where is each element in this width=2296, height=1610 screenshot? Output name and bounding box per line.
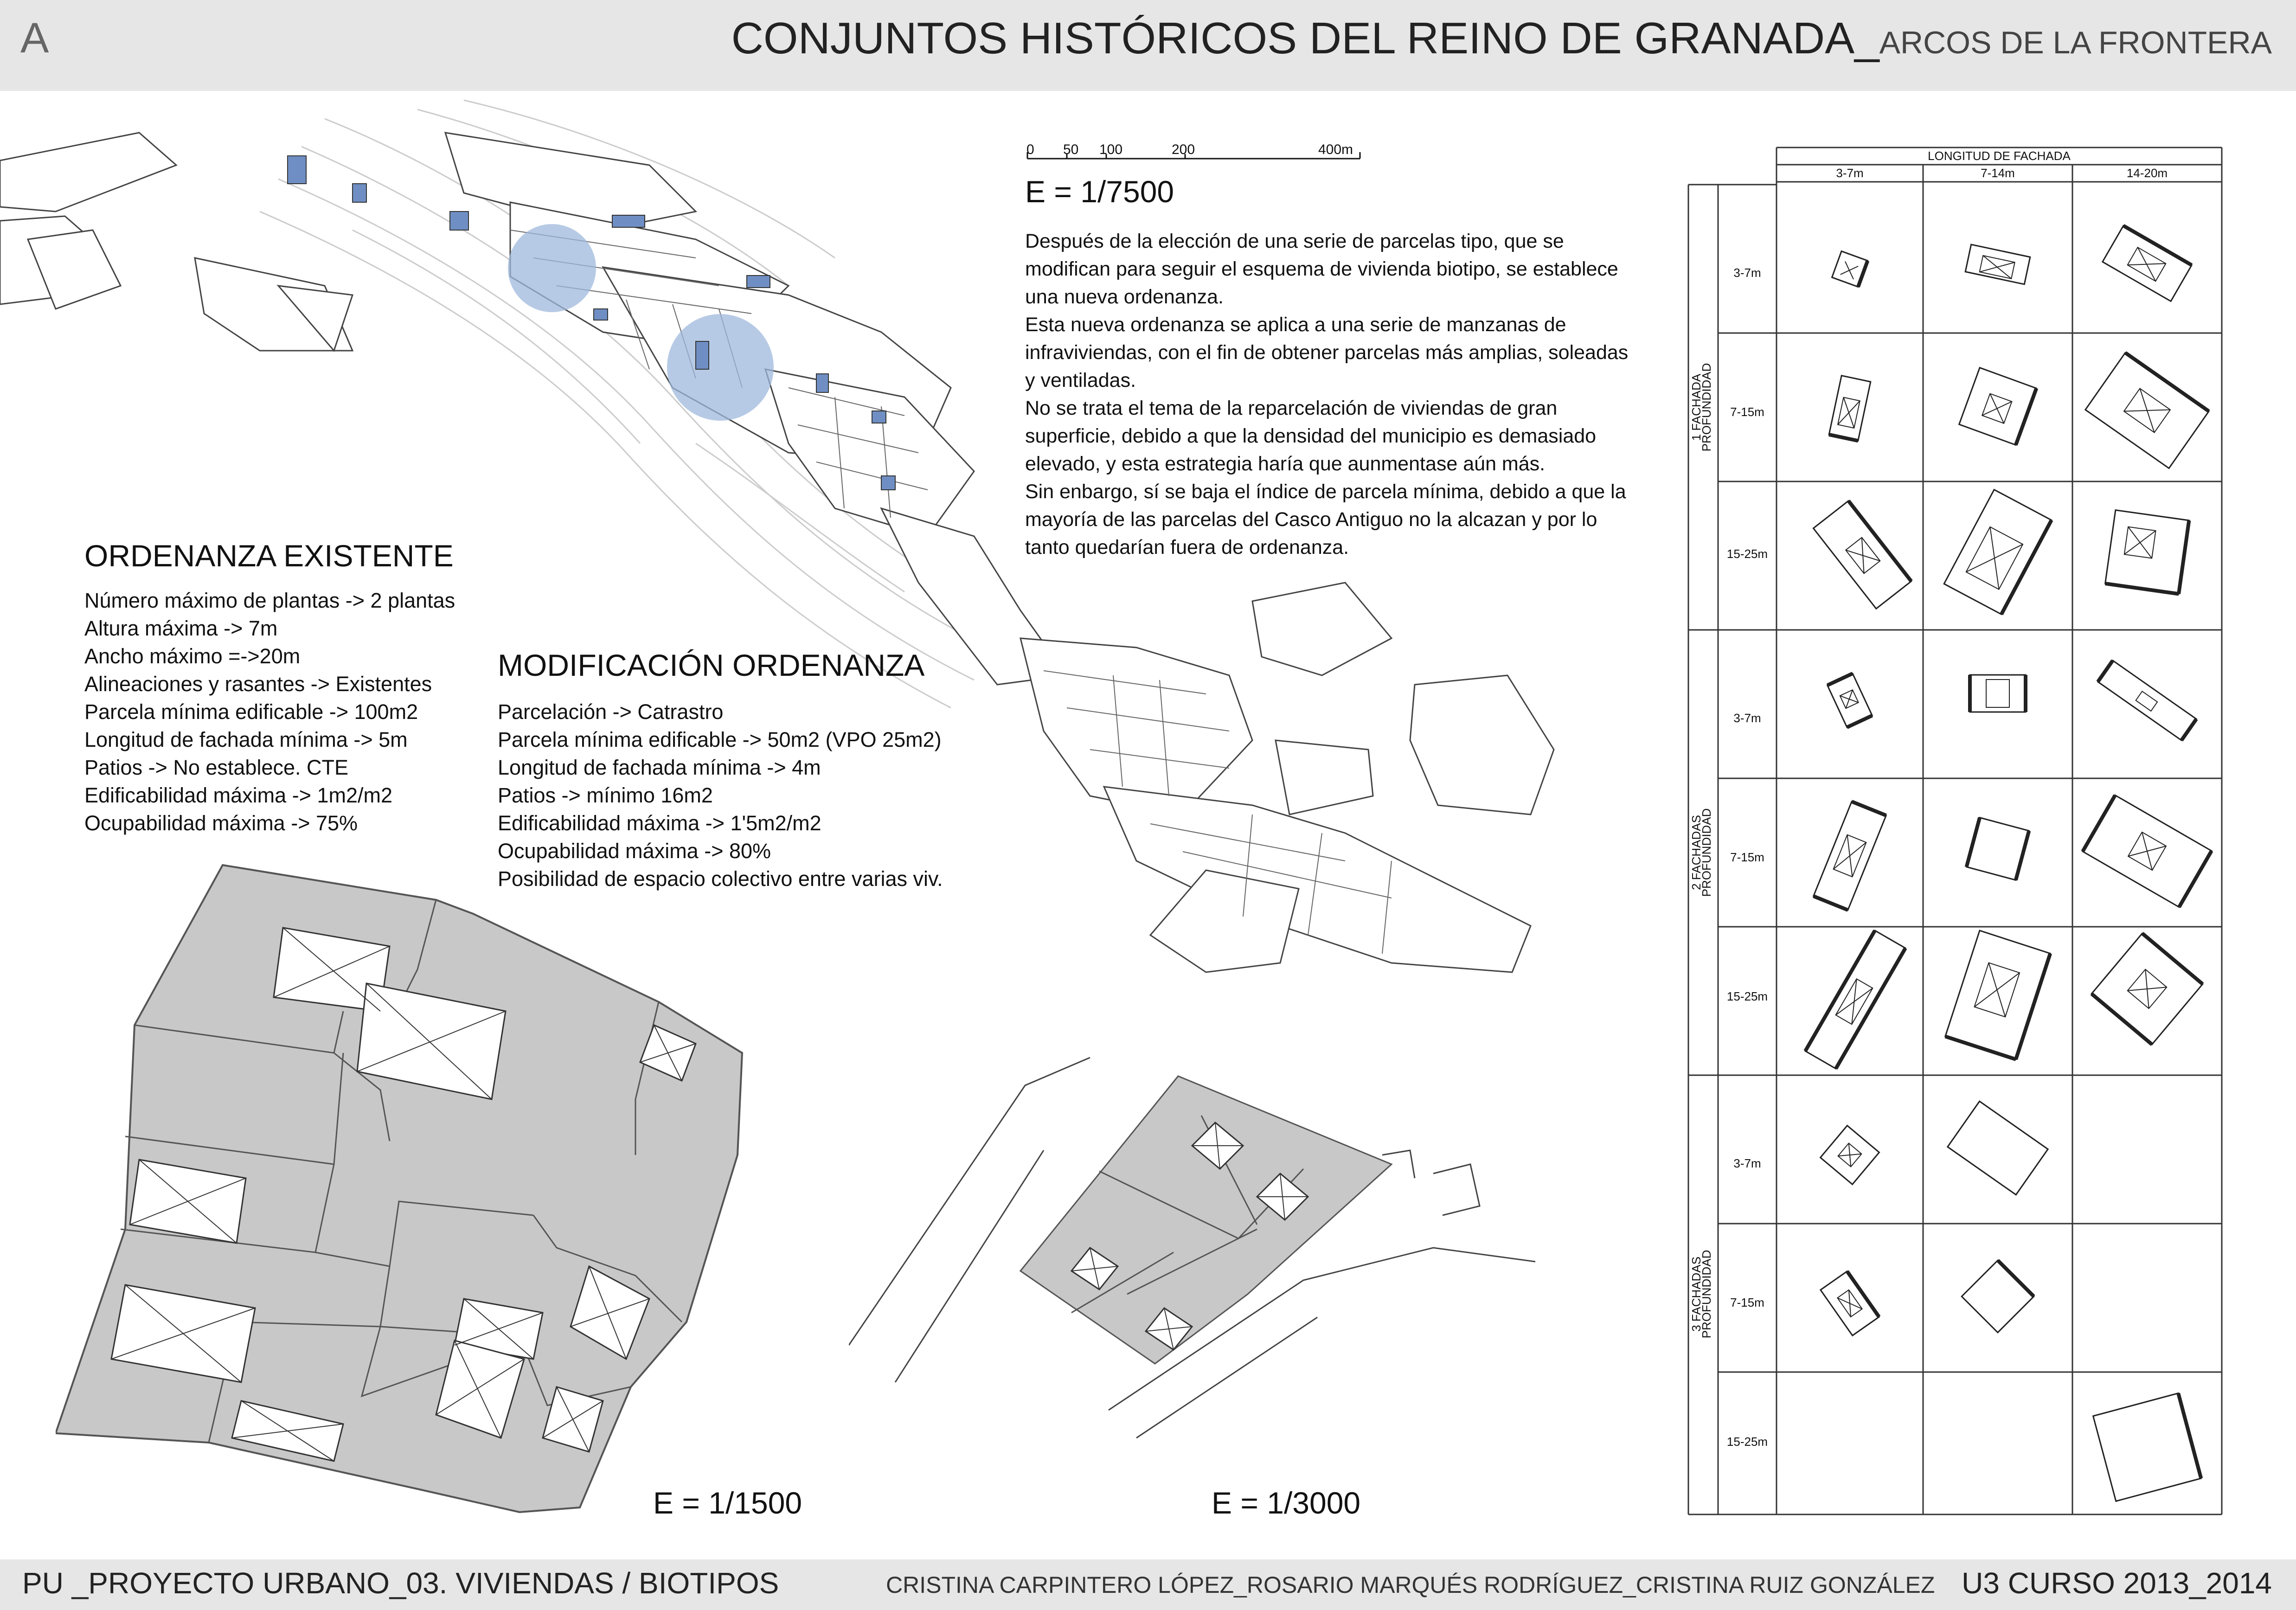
- scale-label-400: 400m: [1318, 142, 1353, 157]
- ordinance-item: Número máximo de plantas -> 2 plantas: [84, 589, 455, 612]
- description-text: [1025, 227, 1642, 561]
- description-paragraph: No se trata el tema de la reparcelación de viviendas de gran superficie, debido a que la densidad del municipio es demasiado elevado, y esta estrategia haría que aunmentase aún más.: [1025, 397, 1597, 475]
- modified-ordinance-title: MODIFICACIÓN ORDENANZA: [498, 648, 925, 682]
- plan-1500: [56, 858, 779, 1517]
- ordinance-item: Edificabilidad máxima -> 1m2/m2: [84, 783, 393, 807]
- ordinance-item: Ancho máximo =->20m: [84, 644, 301, 668]
- description-paragraph: Sin enbargo, sí se baja el índice de parcela mínima, debido a que la mayoría de las parcelas del Casco Antiguo no la alcazan y por lo tanto quedarían fuera de ordenanza.: [1025, 481, 1626, 558]
- ordinance-item: Ocupabilidad máxima -> 75%: [84, 811, 358, 835]
- depth-label-2: PROFUNDIDAD: [1700, 808, 1713, 897]
- footer-authors: CRISTINA CARPINTERO LÓPEZ_ROSARIO MARQUÉS RODRÍGUEZ_CRISTINA RUIZ GONZÁLEZ: [886, 1572, 1935, 1598]
- ordinance-item: Patios -> mínimo 16m2: [498, 783, 713, 807]
- ordinance-item: Parcelación -> Catrastro: [498, 700, 724, 724]
- depth-label-3: PROFUNDIDAD: [1700, 1250, 1713, 1339]
- scale-label-200: 200: [1172, 142, 1195, 157]
- description-paragraph: Después de la elección de una serie de parcelas tipo, que se modifican para seguir el esquema de vivienda biotipo, se establece una nueva ordenanza.: [1025, 230, 1618, 308]
- scale-label-100: 100: [1099, 142, 1123, 157]
- group-label-2: 2 FACHADAS: [1689, 815, 1703, 890]
- row-label: 3-7m: [1733, 266, 1761, 280]
- scale-label-0: 0: [1026, 142, 1034, 157]
- footer-year: U3 CURSO 2013_2014: [1962, 1566, 2272, 1600]
- column-header-2: 7-14m: [1981, 166, 2015, 180]
- ordinance-item: Parcela mínima edificable -> 100m2: [84, 700, 418, 724]
- row-label: 7-15m: [1730, 405, 1764, 419]
- ordinance-item: Ocupabilidad máxima -> 80%: [498, 839, 771, 863]
- description-paragraph: Esta nueva ordenanza se aplica a una serie de manzanas de infraviviendas, con el fin de obtener parcelas más amplias, soleadas y ventiladas.: [1025, 314, 1629, 391]
- plan-3000-scale: E = 1/3000: [1212, 1486, 1361, 1520]
- row-label: 15-25m: [1726, 1435, 1768, 1449]
- row-label: 15-25m: [1726, 547, 1768, 561]
- plan-1500-scale: E = 1/1500: [653, 1486, 802, 1520]
- ordinance-item: Patios -> No establece. CTE: [84, 756, 349, 779]
- scale-label-50: 50: [1063, 142, 1079, 157]
- biotype-table: [1684, 144, 2240, 1517]
- ordinance-item: Alineaciones y rasantes -> Existentes: [84, 672, 432, 696]
- row-label: 3-7m: [1733, 1156, 1761, 1170]
- row-label: 3-7m: [1733, 711, 1761, 725]
- row-label: 15-25m: [1726, 989, 1768, 1003]
- column-header-3: 14-20m: [2126, 166, 2168, 180]
- table-grid: [1688, 148, 2222, 1514]
- table-header: LONGITUD DE FACHADA: [1928, 149, 2071, 163]
- group-label-1: 1 FACHADA: [1689, 373, 1703, 441]
- page-title: [731, 13, 2272, 64]
- ordinance-item: Edificabilidad máxima -> 1'5m2/m2: [498, 811, 821, 835]
- ordinance-item: Altura máxima -> 7m: [84, 616, 278, 640]
- existing-ordinance-title: ORDENANZA EXISTENTE: [84, 539, 454, 573]
- map-scale: E = 1/7500: [1025, 174, 1174, 209]
- footer-course: PU _PROYECTO URBANO_03. VIVIENDAS / BIOTIPOS: [22, 1566, 779, 1600]
- existing-ordinance-list: [84, 587, 455, 837]
- ordinance-item: Parcela mínima edificable -> 50m2 (VPO 25m2): [498, 728, 942, 751]
- plan-3000: [849, 1030, 1545, 1484]
- group-label-3: 3 FACHADAS: [1689, 1257, 1703, 1332]
- row-label: 7-15m: [1730, 1296, 1764, 1309]
- ordinance-item: Longitud de fachada mínima -> 4m: [498, 756, 821, 779]
- depth-label-1: PROFUNDIDAD: [1700, 363, 1713, 452]
- row-label: 7-15m: [1730, 850, 1764, 864]
- sheet-letter: A: [20, 14, 49, 62]
- ordinance-item: Posibilidad de espacio colectivo entre varias viv.: [498, 867, 943, 891]
- column-header-1: 3-7m: [1836, 166, 1864, 180]
- title-main: CONJUNTOS HISTÓRICOS DEL REINO DE GRANADA_: [731, 13, 1879, 63]
- lot-diagrams: [1805, 226, 2212, 1501]
- block-parcels: [1020, 1076, 1392, 1364]
- title-sub: ARCOS DE LA FRONTERA: [1879, 25, 2272, 60]
- ordinance-item: Longitud de fachada mínima -> 5m: [84, 728, 408, 751]
